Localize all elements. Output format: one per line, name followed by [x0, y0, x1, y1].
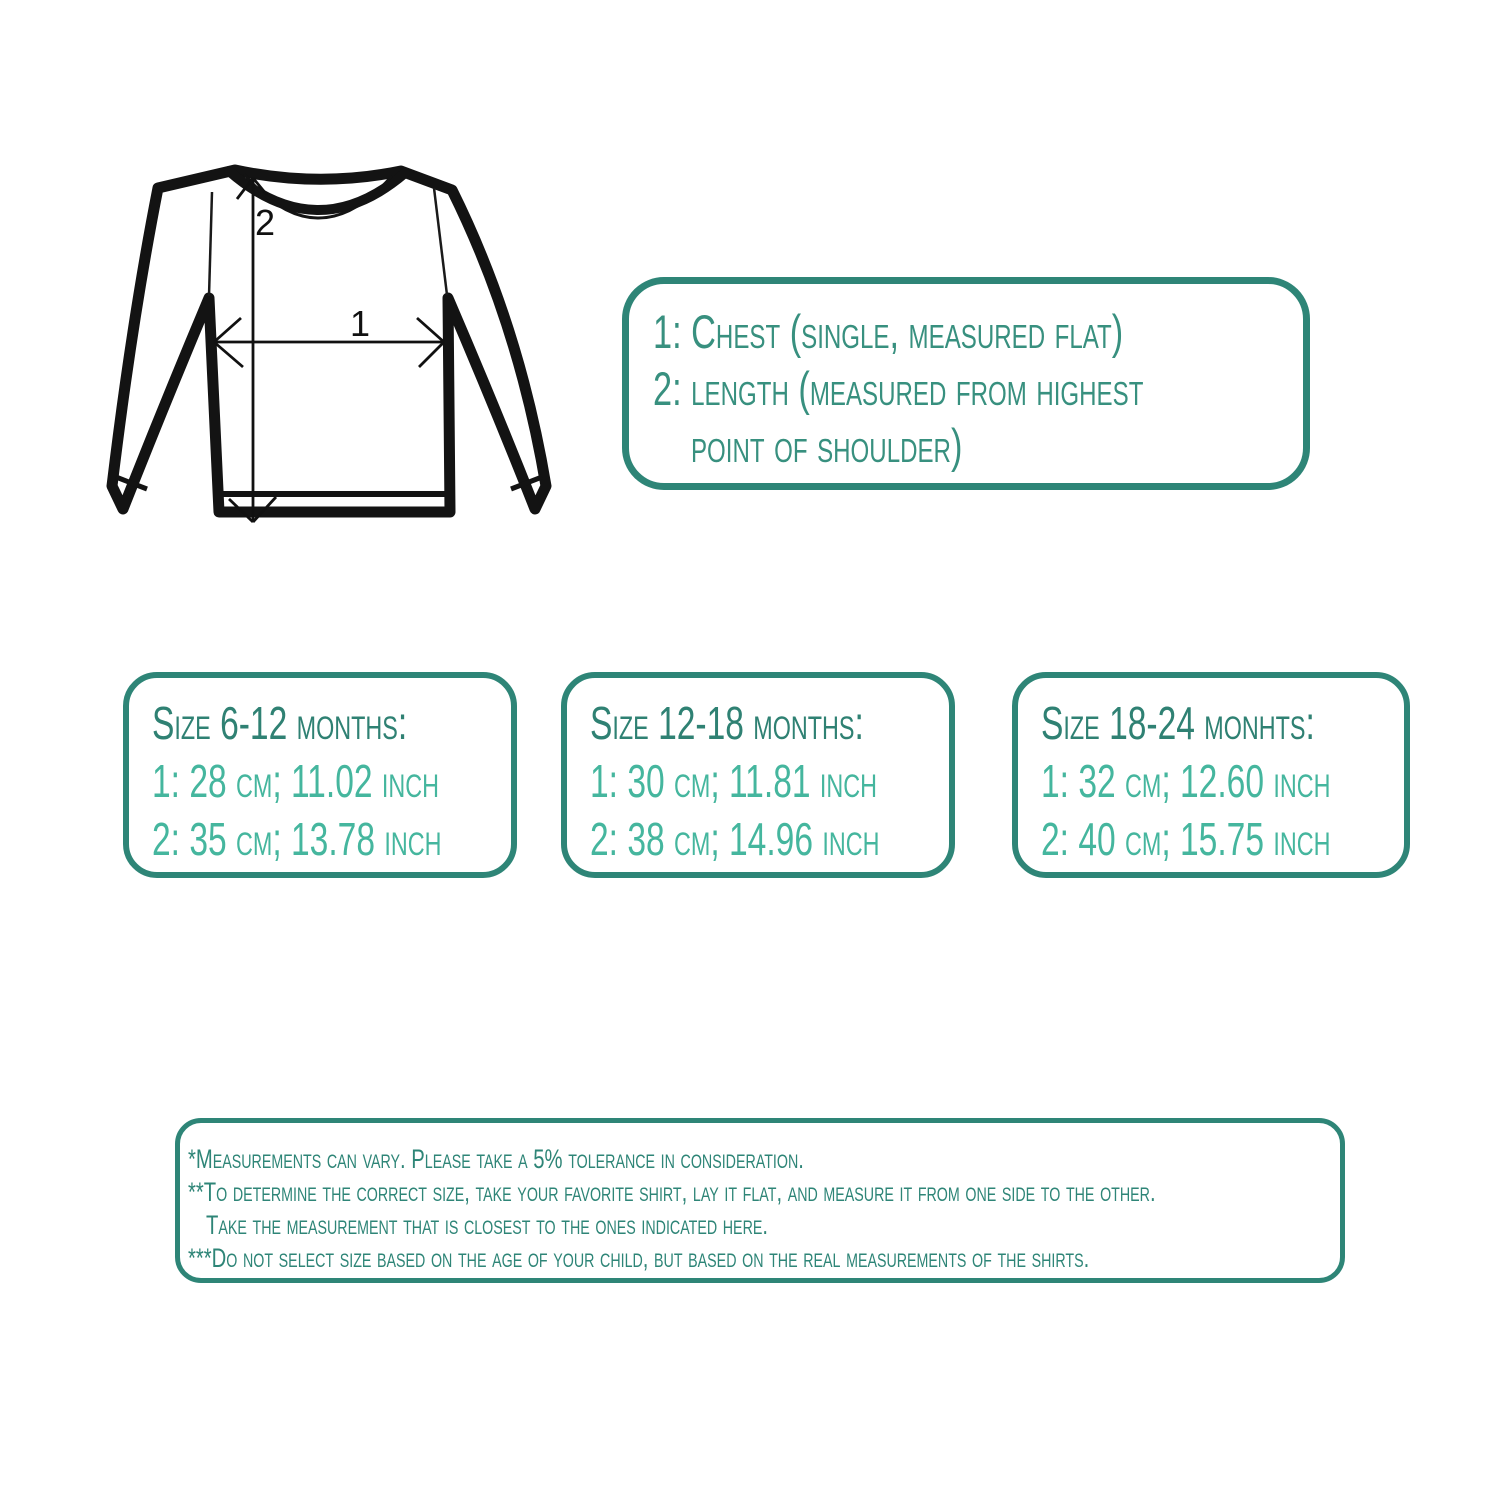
measurement-legend-box	[622, 277, 1310, 490]
size-box-title: Size 6-12 months:	[152, 697, 408, 749]
size-box-title: Size 18-24 monhts:	[1041, 697, 1315, 749]
size-box-12-18-months	[561, 672, 955, 878]
size-box-chest-value: 1: 32 cm; 12.60 inch	[1041, 755, 1331, 807]
legend-line-length-cont: point of shoulder)	[690, 419, 963, 472]
footnote-how-to-measure: **To determine the correct size, take your favorite shirt, lay it flat, and measure it from one side to the other.	[188, 1177, 1156, 1207]
chest-arrow-label: 1	[350, 303, 371, 344]
size-box-length-value: 2: 35 cm; 13.78 inch	[152, 813, 442, 865]
footnote-how-to-measure-cont: Take the measurement that is closest to the ones indicated here.	[206, 1210, 768, 1240]
size-box-length-value: 2: 40 cm; 15.75 inch	[1041, 813, 1331, 865]
shirt-measurement-diagram	[95, 140, 565, 540]
legend-line-chest: 1: Chest (single, measured flat)	[653, 305, 1124, 358]
size-box-18-24-months	[1012, 672, 1410, 878]
size-box-chest-value: 1: 28 cm; 11.02 inch	[152, 755, 439, 807]
size-box-chest-value: 1: 30 cm; 11.81 inch	[590, 755, 877, 807]
footnotes-box	[175, 1118, 1345, 1283]
footnote-age-warning: ***Do not select size based on the age of your child, but based on the real measurements of the shirts.	[188, 1243, 1090, 1273]
legend-line-length: 2: length (measured from highest	[653, 362, 1144, 415]
size-box-length-value: 2: 38 cm; 14.96 inch	[590, 813, 880, 865]
footnote-tolerance: *Measurements can vary. Please take a 5% tolerance in consideration.	[188, 1144, 804, 1174]
shirt-diagram-svg	[95, 140, 565, 540]
size-box-6-12-months	[123, 672, 517, 878]
size-box-title: Size 12-18 months:	[590, 697, 864, 749]
length-arrow-label: 2	[255, 202, 276, 243]
